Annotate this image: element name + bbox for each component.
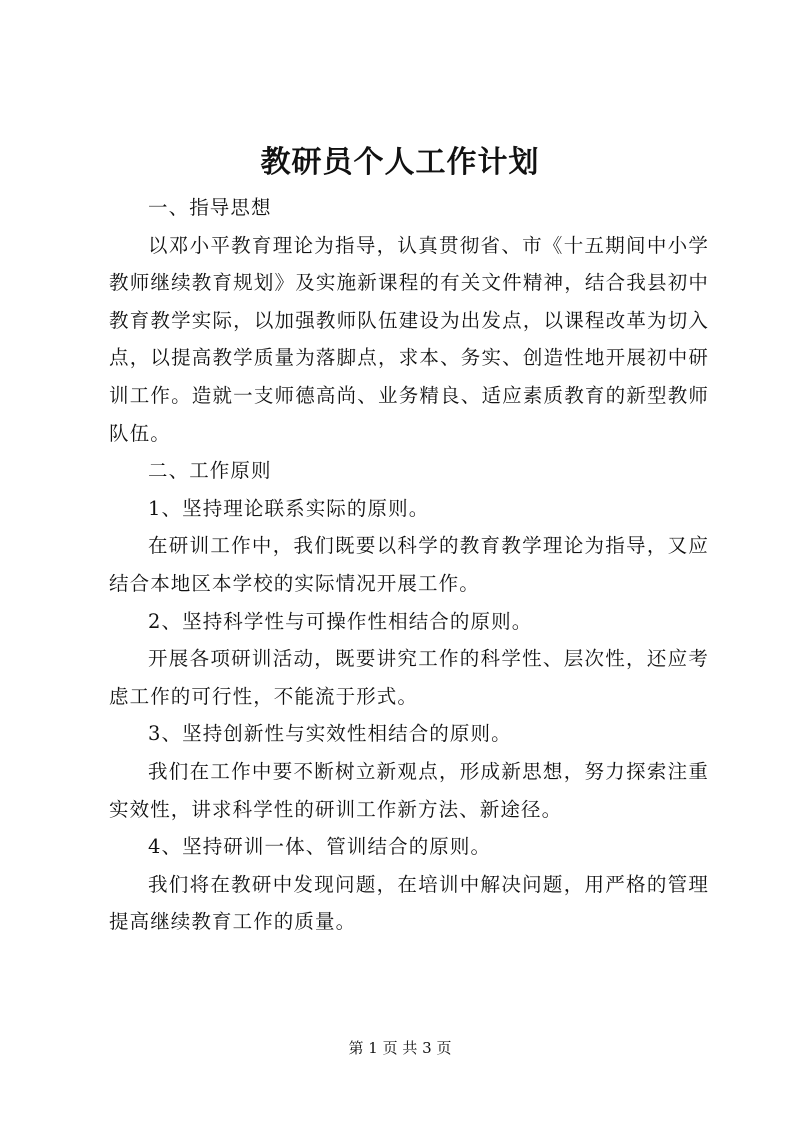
paragraph-guiding-ideology: 以邓小平教育理论为指导，认真贯彻省、市《十五期间中小学教师继续教育规划》及实施新课程的有关文件精神，结合我县初中教育教学实际，以加强教师队伍建设为出发点，以课程改革为切入点，以提高教学质量为落脚点，求本、务实、创造性地开展初中研训工作。造就一支师德高尚、业务精良、适应素质教育的新型教师队伍。 (109, 233, 709, 445)
principle-2-text: 开展各项研训活动，既要讲究工作的科学性、层次性，还应考虑工作的可行性，不能流于形式。 (109, 647, 709, 708)
page-number-footer: 第 1 页 共 3 页 (348, 1039, 452, 1057)
document-body (109, 189, 709, 941)
principle-4-text: 我们将在教研中发现问题，在培训中解决问题，用严格的管理提高继续教育工作的质量。 (109, 872, 709, 934)
section-heading-work-principles: 二、工作原则 (148, 459, 272, 483)
section-heading-guiding-ideology: 一、指导思想 (148, 196, 272, 219)
principle-4-heading: 4、坚持研训一体、管训结合的原则。 (148, 835, 492, 859)
principle-3-heading: 3、坚持创新性与实效性相结合的原则。 (148, 722, 512, 746)
document-title: 教研员个人工作计划 (260, 145, 540, 180)
principle-1-heading: 1、坚持理论联系实际的原则。 (148, 496, 430, 520)
principle-3-text: 我们在工作中要不断树立新观点，形成新思想，努力探索注重实效性，讲求科学性的研训工作新方法、新途径。 (109, 759, 709, 821)
principle-1-text: 在研训工作中，我们既要以科学的教育教学理论为指导，又应结合本地区本学校的实际情况开展工作。 (109, 534, 709, 595)
principle-2-heading: 2、坚持科学性与可操作性相结合的原则。 (148, 609, 533, 633)
